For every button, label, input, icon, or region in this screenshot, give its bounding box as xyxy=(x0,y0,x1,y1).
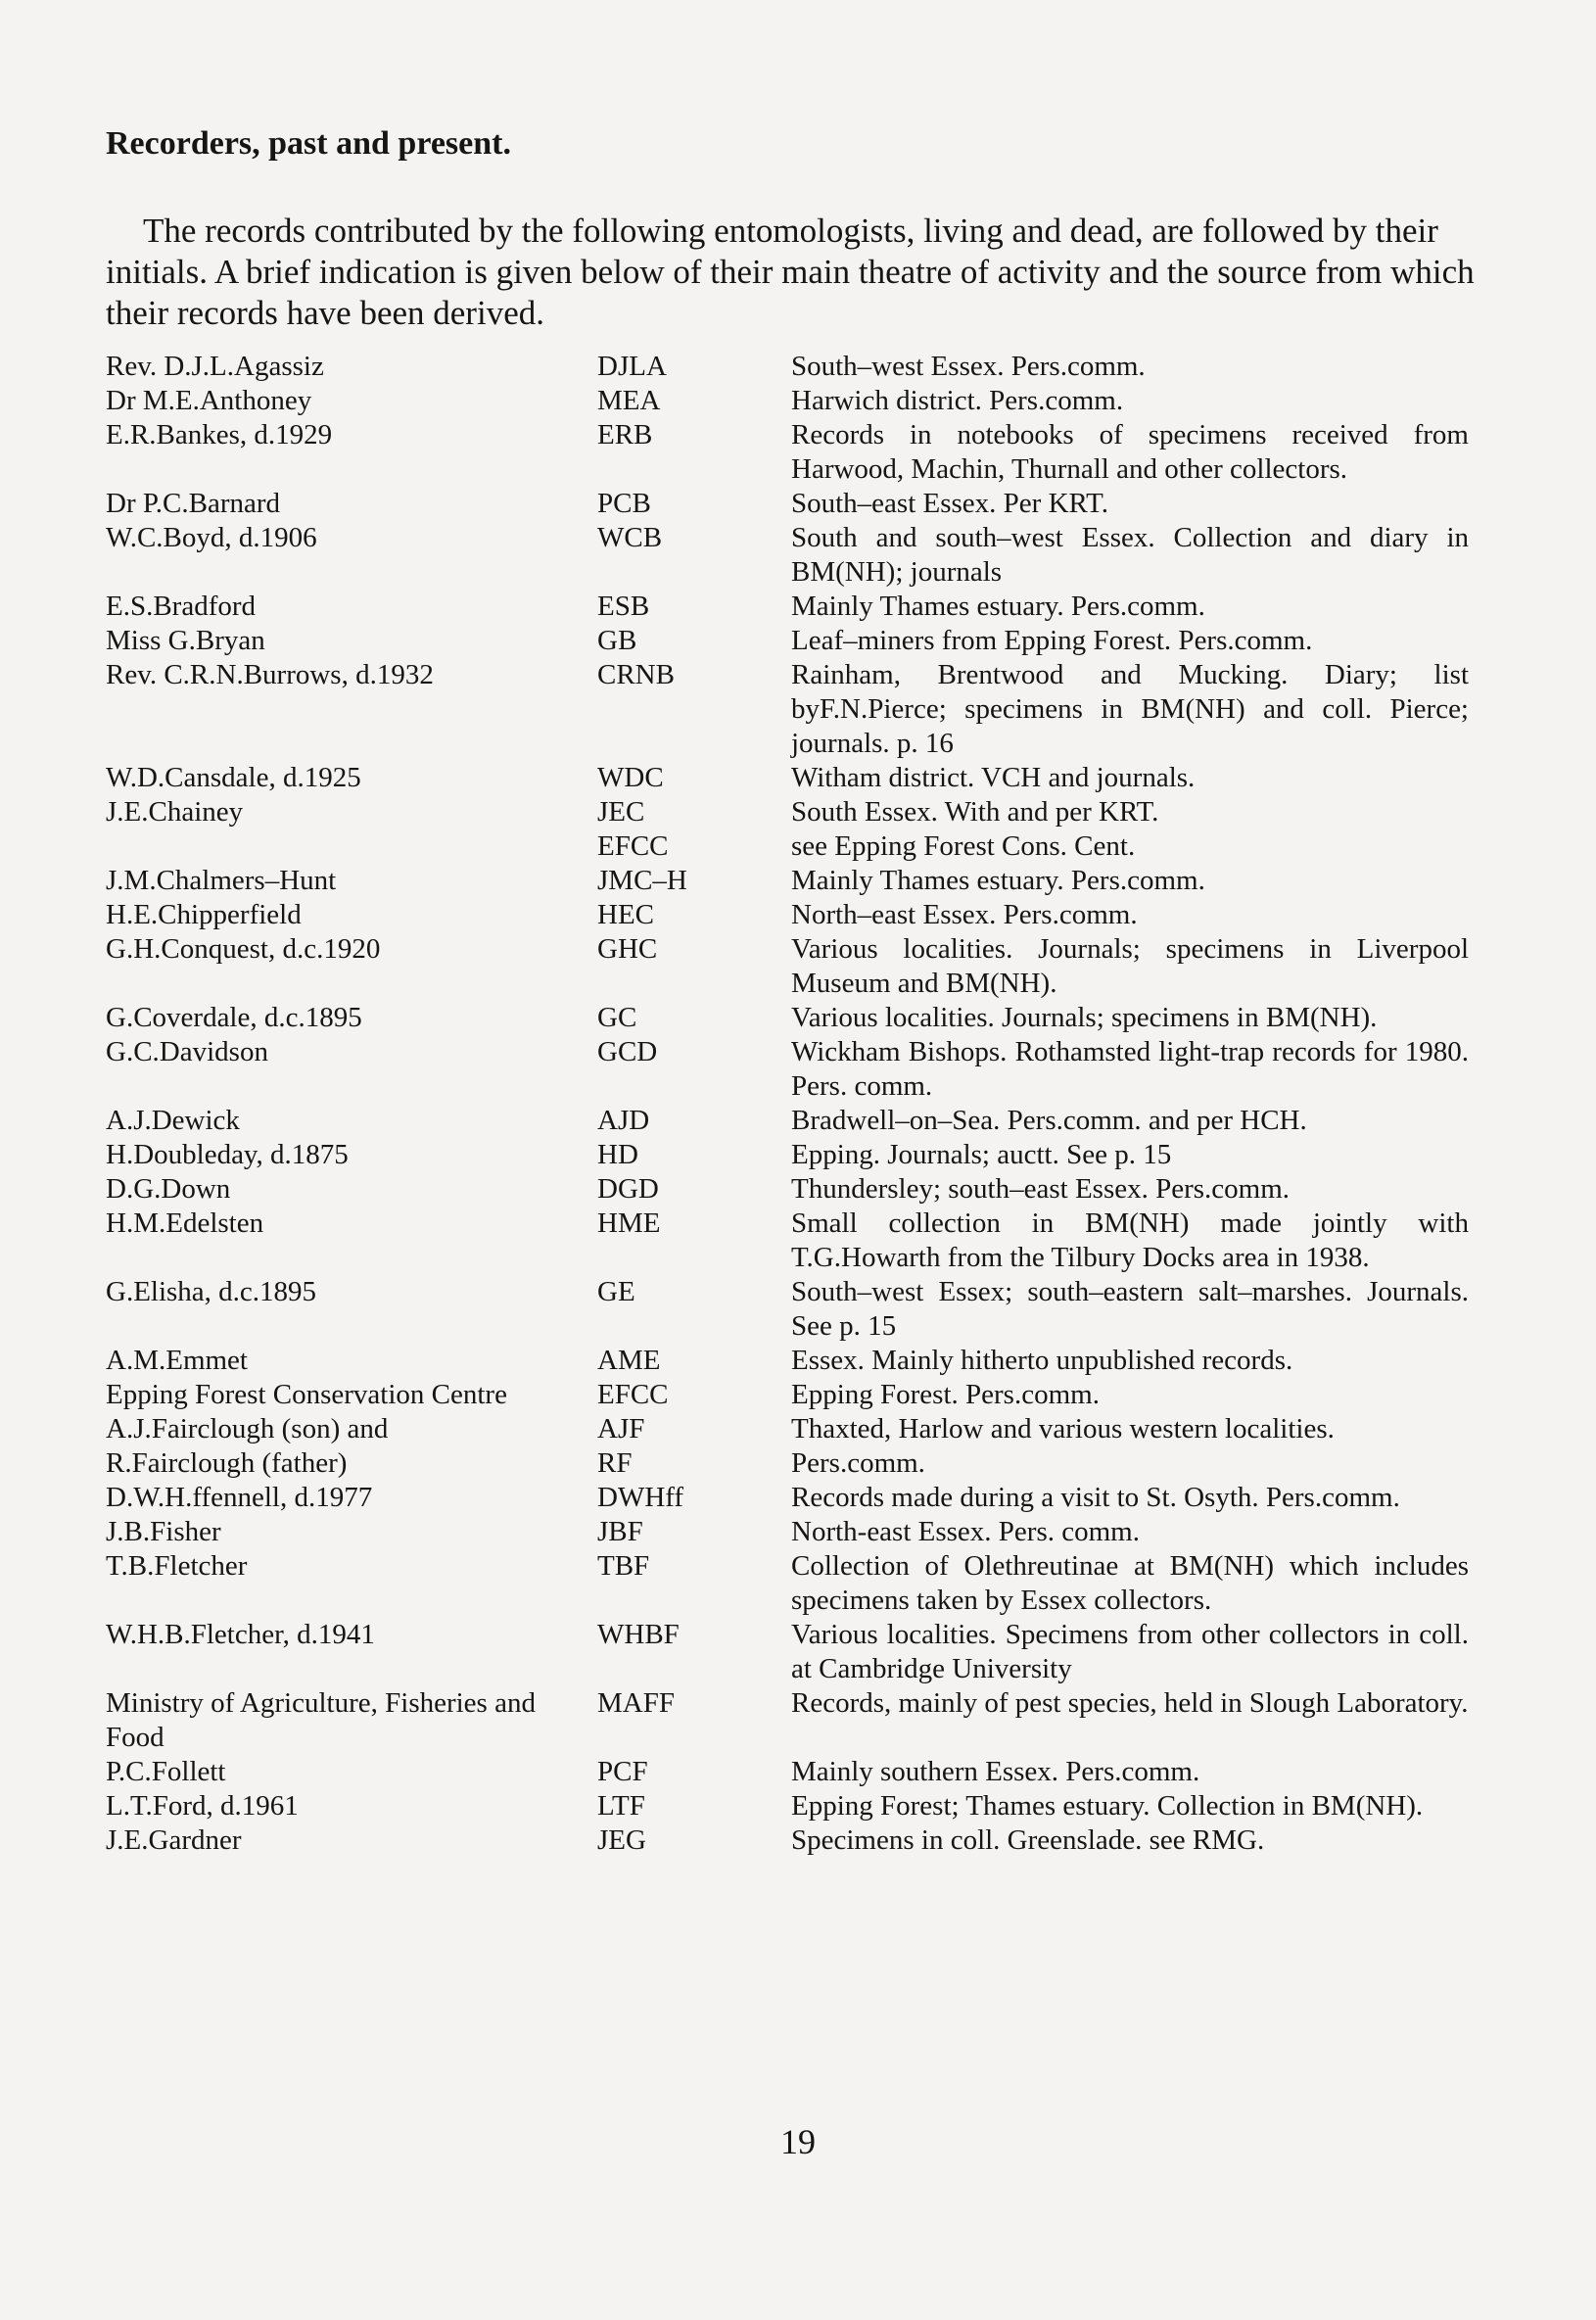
recorder-name: A.J.Fairclough (son) and xyxy=(106,1413,389,1444)
recorder-activity: Mainly Thames estuary. Pers.comm. xyxy=(791,865,1205,896)
recorder-initials: CRNB xyxy=(597,659,675,690)
recorder-activity: Thundersley; south–east Essex. Pers.comm. xyxy=(791,1173,1291,1205)
recorder-name: Rev. C.R.N.Burrows, d.1932 xyxy=(106,659,434,690)
recorder-name: L.T.Ford, d.1961 xyxy=(106,1790,299,1822)
recorder-name: Rev. D.J.L.Agassiz xyxy=(106,351,324,382)
recorder-activity: Epping Forest. Pers.comm. xyxy=(791,1379,1100,1410)
recorder-row xyxy=(106,1172,1469,1207)
recorder-name: Epping Forest Conservation Centre xyxy=(106,1379,507,1410)
recorder-row xyxy=(106,418,1469,487)
recorder-initials: GC xyxy=(597,1002,637,1033)
recorder-name: R.Fairclough (father) xyxy=(106,1447,348,1479)
recorder-activity: Various localities. Specimens from other collectors in coll. at Cambridge University xyxy=(791,1619,1469,1684)
recorder-activity: North-east Essex. Pers. comm. xyxy=(791,1516,1140,1547)
recorder-row xyxy=(106,1618,1469,1686)
recorder-name: J.M.Chalmers–Hunt xyxy=(106,865,337,896)
recorder-row xyxy=(106,521,1469,590)
recorder-name: P.C.Follett xyxy=(106,1756,226,1787)
recorder-row xyxy=(106,1412,1469,1446)
recorder-initials: MAFF xyxy=(597,1687,675,1719)
recorder-row xyxy=(106,1823,1469,1858)
recorder-row xyxy=(106,658,1469,761)
recorder-name: G.H.Conquest, d.c.1920 xyxy=(106,933,381,965)
recorder-initials: WHBF xyxy=(597,1619,680,1650)
recorder-name: J.E.Chainey xyxy=(106,796,244,828)
recorder-row xyxy=(106,1344,1469,1378)
recorder-activity: Thaxted, Harlow and various western localities. xyxy=(791,1413,1335,1444)
recorder-activity: South–west Essex. Pers.comm. xyxy=(791,351,1146,382)
recorder-name: H.Doubleday, d.1875 xyxy=(106,1139,349,1170)
recorder-initials: HME xyxy=(597,1207,661,1239)
recorder-activity: Small collection in BM(NH) made jointly with T.G.Howarth from the Tilbury Docks area in 1938. xyxy=(791,1207,1469,1273)
recorder-row xyxy=(106,624,1469,658)
recorder-activity: North–east Essex. Pers.comm. xyxy=(791,899,1138,930)
recorder-row xyxy=(106,590,1469,624)
recorder-initials: WCB xyxy=(597,522,663,553)
recorder-row xyxy=(106,487,1469,521)
recorder-row xyxy=(106,1104,1469,1138)
recorder-initials: GE xyxy=(597,1276,635,1307)
recorder-activity: see Epping Forest Cons. Cent. xyxy=(791,830,1136,862)
recorder-activity: Various localities. Journals; specimens in Liverpool Museum and BM(NH). xyxy=(791,933,1469,999)
recorder-activity: Records in notebooks of specimens received from Harwood, Machin, Thurnall and other collectors. xyxy=(791,419,1469,485)
recorder-activity: Various localities. Journals; specimens in BM(NH). xyxy=(791,1002,1378,1033)
recorder-name: Ministry of Agriculture, Fisheries and Food xyxy=(106,1687,536,1753)
recorder-initials: DGD xyxy=(597,1173,659,1205)
recorder-name: W.H.B.Fletcher, d.1941 xyxy=(106,1619,375,1650)
recorder-name: H.E.Chipperfield xyxy=(106,899,302,930)
recorder-initials: HD xyxy=(597,1139,638,1170)
recorder-activity: Pers.comm. xyxy=(791,1447,925,1479)
recorder-initials: GHC xyxy=(597,933,658,965)
recorder-initials: AME xyxy=(597,1345,661,1376)
recorder-row xyxy=(106,1549,1469,1618)
recorder-activity: South–west Essex; south–eastern salt–marshes. Journals. See p. 15 xyxy=(791,1276,1469,1342)
recorder-name: D.G.Down xyxy=(106,1173,231,1205)
recorder-initials: EFCC xyxy=(597,1379,669,1410)
recorder-name: G.C.Davidson xyxy=(106,1036,268,1067)
recorder-initials: PCB xyxy=(597,488,651,519)
recorder-row xyxy=(106,350,1469,384)
recorder-initials: GCD xyxy=(597,1036,658,1067)
recorder-name: Dr M.E.Anthoney xyxy=(106,385,312,416)
recorder-name: J.E.Gardner xyxy=(106,1824,242,1856)
recorder-row xyxy=(106,898,1469,932)
recorder-initials: MEA xyxy=(597,385,661,416)
recorder-row xyxy=(106,1207,1469,1275)
recorder-row xyxy=(106,1755,1469,1789)
recorder-activity: Epping. Journals; auctt. See p. 15 xyxy=(791,1139,1172,1170)
recorder-name: G.Elisha, d.c.1895 xyxy=(106,1276,317,1307)
recorder-initials: EFCC xyxy=(597,830,669,862)
recorder-row xyxy=(106,761,1469,795)
recorder-row xyxy=(106,384,1469,418)
recorder-initials: LTF xyxy=(597,1790,645,1822)
recorder-row xyxy=(106,1035,1469,1104)
recorder-row xyxy=(106,1515,1469,1549)
recorder-initials: AJD xyxy=(597,1105,650,1136)
recorder-row xyxy=(106,795,1469,829)
recorder-name: Miss G.Bryan xyxy=(106,625,265,656)
recorder-initials: JEG xyxy=(597,1824,646,1856)
recorder-initials: WDC xyxy=(597,762,664,793)
recorders-list xyxy=(106,350,1469,1858)
section-heading: Recorders, past and present. xyxy=(106,125,511,162)
recorder-name: G.Coverdale, d.c.1895 xyxy=(106,1002,362,1033)
recorder-name: J.B.Fisher xyxy=(106,1516,221,1547)
recorder-row xyxy=(106,1789,1469,1823)
recorder-row xyxy=(106,1446,1469,1481)
recorder-activity: Essex. Mainly hitherto unpublished records. xyxy=(791,1345,1293,1376)
page-number: 19 xyxy=(780,2122,816,2161)
recorder-initials: DWHff xyxy=(597,1482,684,1513)
recorder-initials: PCF xyxy=(597,1756,648,1787)
recorder-name: Dr P.C.Barnard xyxy=(106,488,281,519)
recorder-row xyxy=(106,1481,1469,1515)
recorder-row xyxy=(106,1275,1469,1344)
recorder-initials: JEC xyxy=(597,796,645,828)
recorder-initials: AJF xyxy=(597,1413,645,1444)
recorder-row xyxy=(106,864,1469,898)
recorder-activity: Rainham, Brentwood and Mucking. Diary; list byF.N.Pierce; specimens in BM(NH) and coll. Pierce; journals. p. 16 xyxy=(791,659,1469,759)
recorder-activity: Bradwell–on–Sea. Pers.comm. and per HCH. xyxy=(791,1105,1307,1136)
recorder-initials: HEC xyxy=(597,899,654,930)
recorder-initials: DJLA xyxy=(597,351,667,382)
recorder-name: E.R.Bankes, d.1929 xyxy=(106,419,333,450)
recorder-activity: South Essex. With and per KRT. xyxy=(791,796,1159,828)
recorder-name: H.M.Edelsten xyxy=(106,1207,264,1239)
recorder-name: A.J.Dewick xyxy=(106,1105,240,1136)
recorder-activity: Leaf–miners from Epping Forest. Pers.comm. xyxy=(791,625,1313,656)
recorder-name: W.D.Cansdale, d.1925 xyxy=(106,762,361,793)
recorder-initials: JMC–H xyxy=(597,865,687,896)
recorder-name: T.B.Fletcher xyxy=(106,1550,248,1582)
recorder-activity: Wickham Bishops. Rothamsted light-trap records for 1980. Pers. comm. xyxy=(791,1036,1469,1102)
recorder-initials: JBF xyxy=(597,1516,643,1547)
recorder-row xyxy=(106,1001,1469,1035)
recorder-activity: Specimens in coll. Greenslade. see RMG. xyxy=(791,1824,1265,1856)
recorder-activity: Mainly southern Essex. Pers.comm. xyxy=(791,1756,1200,1787)
recorder-activity: Mainly Thames estuary. Pers.comm. xyxy=(791,591,1205,622)
recorder-name: W.C.Boyd, d.1906 xyxy=(106,522,317,553)
recorder-initials: TBF xyxy=(597,1550,650,1582)
recorder-name: A.M.Emmet xyxy=(106,1345,248,1376)
recorder-initials: GB xyxy=(597,625,637,656)
recorder-activity: Witham district. VCH and journals. xyxy=(791,762,1196,793)
recorder-initials: RF xyxy=(597,1447,633,1479)
recorder-activity: Harwich district. Pers.comm. xyxy=(791,385,1124,416)
recorder-name xyxy=(106,829,597,864)
recorder-initials: ESB xyxy=(597,591,650,622)
recorder-row xyxy=(106,932,1469,1001)
recorder-activity: Collection of Olethreutinae at BM(NH) which includes specimens taken by Essex collectors. xyxy=(791,1550,1469,1616)
recorder-activity: Epping Forest; Thames estuary. Collection in BM(NH). xyxy=(791,1790,1424,1822)
recorder-activity: South and south–west Essex. Collection and diary in BM(NH); journals xyxy=(791,522,1469,588)
recorder-name: D.W.H.ffennell, d.1977 xyxy=(106,1482,373,1513)
recorder-row xyxy=(106,1686,1469,1755)
recorder-row xyxy=(106,829,1469,864)
recorder-activity: Records made during a visit to St. Osyth. Pers.comm. xyxy=(791,1482,1400,1513)
recorder-name: E.S.Bradford xyxy=(106,591,257,622)
recorder-activity: Records, mainly of pest species, held in Slough Laboratory. xyxy=(791,1687,1469,1719)
recorder-row xyxy=(106,1378,1469,1412)
intro-paragraph: The records contributed by the following entomologists, living and dead, are followed by their initials. A brief indication is given below of their main theatre of activity and the source from which their records have been derived. xyxy=(106,212,1475,332)
recorder-activity: South–east Essex. Per KRT. xyxy=(791,488,1108,519)
recorder-row xyxy=(106,1138,1469,1172)
recorder-initials: ERB xyxy=(597,419,653,450)
